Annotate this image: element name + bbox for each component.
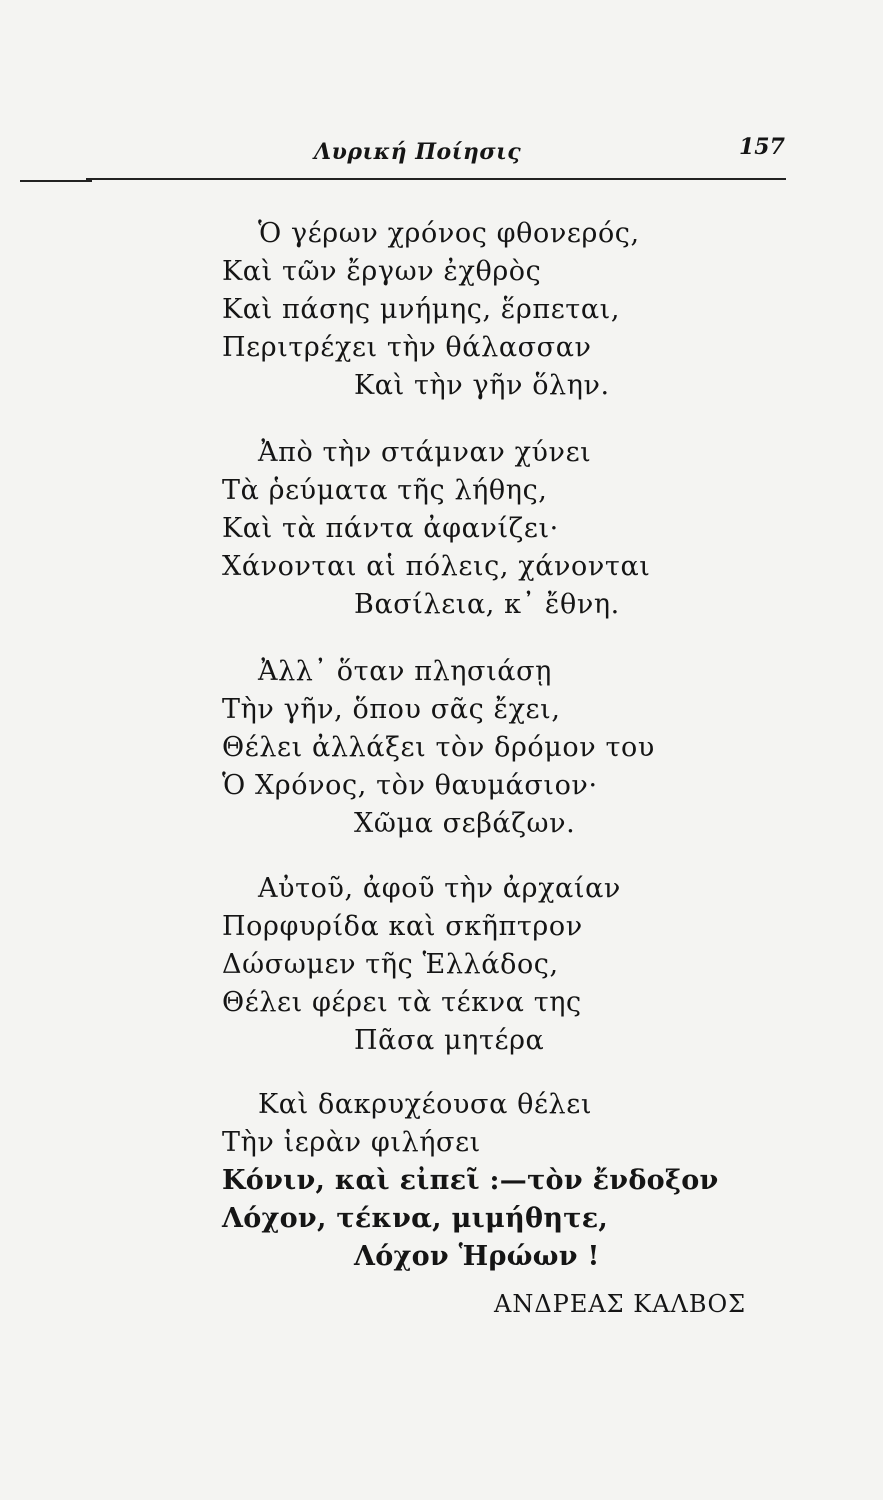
poem-line: Ὁ Χρόνος, τὸν θαυμάσιον· [222, 770, 598, 801]
poem-line: Καὶ τὰ πάντα ἀφανίζει· [222, 513, 559, 544]
poem-line: Λόχον, τέκνα, μιμήθητε, [222, 1203, 609, 1234]
author-signature: ΑΝΔΡΕΑΣ ΚΑΛΒΟΣ [494, 1290, 747, 1318]
poem-line: Δώσωμεν τῆς Ἑλλάδος, [222, 949, 559, 980]
poem-line: Κόνιν, καὶ εἰπεῖ :—τὸν ἔνδοξον [222, 1165, 719, 1196]
poem-line: Καὶ δακρυχέουσα θέλει [258, 1089, 593, 1120]
header-rule [86, 178, 786, 180]
poem-line: Καὶ τῶν ἔργων ἐχθρὸς [222, 256, 542, 287]
poem-line: Τὰ ῥεύματα τῆς λήθης, [222, 475, 548, 506]
poem-line: Αὐτοῦ, ἀφοῦ τὴν ἀρχαίαν [258, 873, 621, 904]
poem-line: Περιτρέχει τὴν θάλασσαν [222, 332, 592, 363]
poem-line: Λόχον Ἡρώων ! [354, 1241, 600, 1272]
header-rule-left [20, 180, 92, 182]
poem-line: Βασίλεια, κ᾿ ἔθνη. [354, 589, 620, 620]
running-title: Λυρική Ποίησις [314, 139, 522, 165]
page-number: 157 [739, 134, 785, 160]
poem-line: Θέλει φέρει τὰ τέκνα της [222, 987, 582, 1018]
poem-line: Ὁ γέρων χρόνος φθονερός, [258, 218, 640, 249]
poem-line: Τὴν ἱερὰν φιλήσει [222, 1127, 481, 1158]
poem-line: Χάνονται αἱ πόλεις, χάνονται [222, 551, 651, 582]
poem-line: Καὶ τὴν γῆν ὅλην. [354, 370, 610, 401]
poem-line: Τὴν γῆν, ὅπου σᾶς ἔχει, [222, 694, 561, 725]
poem-line: Ἀλλ᾿ ὅταν πλησιάσῃ [258, 656, 552, 687]
poem-line: Καὶ πάσης μνήμης, ἕρπεται, [222, 294, 621, 325]
poem-line: Πορφυρίδα καὶ σκῆπτρον [222, 911, 583, 942]
poem-line: Ἀπὸ τὴν στάμναν χύνει [258, 437, 592, 468]
poem-line: Χῶμα σεβάζων. [354, 808, 576, 839]
poem-line: Θέλει ἀλλάξει τὸν δρόμον του [222, 732, 655, 763]
poem-line: Πᾶσα μητέρα [354, 1025, 545, 1056]
